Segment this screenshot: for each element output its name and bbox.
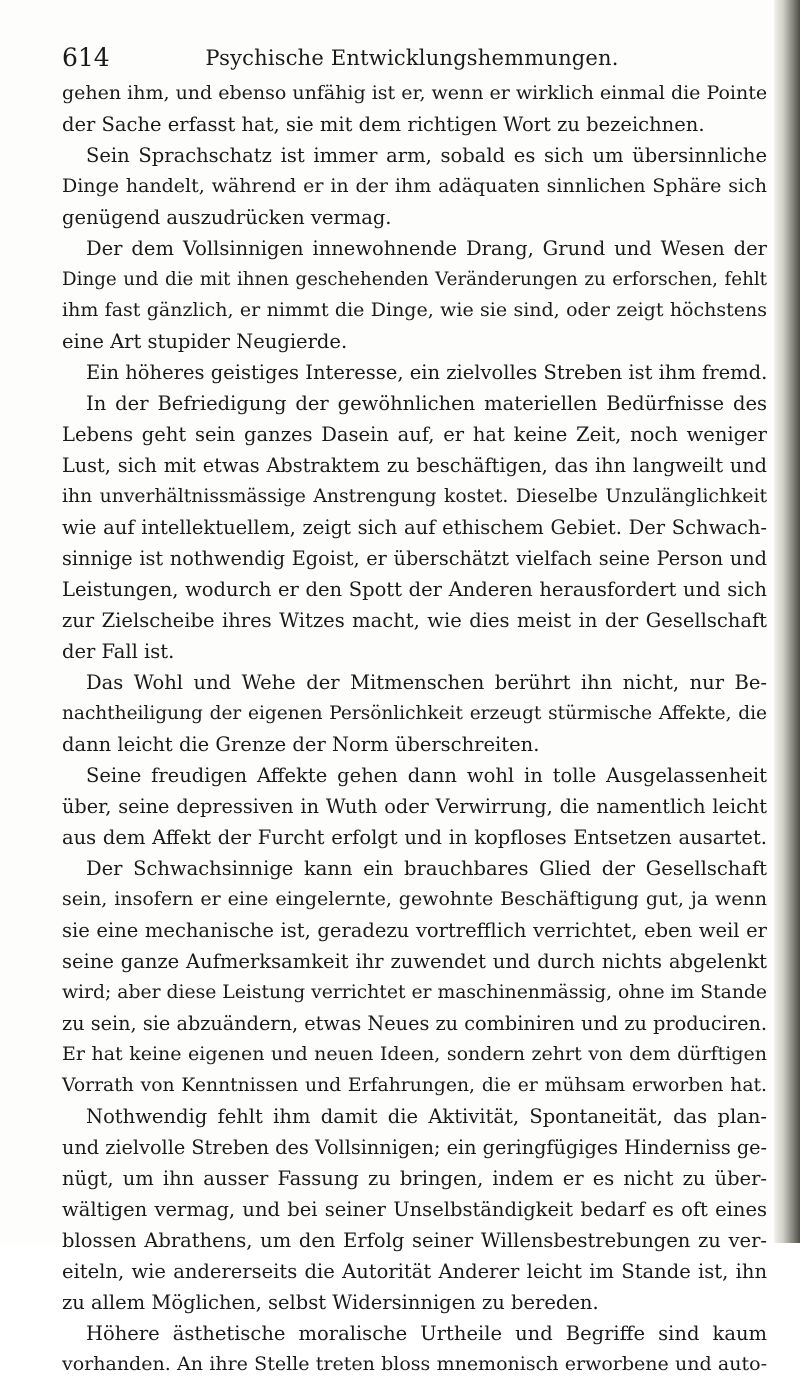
text-line: der Sache erfasst hat, sie mit dem richtigen Wort zu bezeichnen. [62,113,705,136]
body-text [62,78,767,1380]
text-line: sinnige ist nothwendig Egoist, er überschätzt vielfach seine Person und [62,547,767,570]
text-line: zu sein, sie abzuändern, etwas Neues zu combiniren und zu produciren. [62,1012,767,1035]
text-line: Ein höheres geistiges Interesse, ein zielvolles Streben ist ihm fremd. [86,361,768,384]
text-line: Lust, sich mit etwas Abstraktem zu beschäftigen, das ihn langweilt und [62,454,767,477]
text-line: wie auf intellektuellem, zeigt sich auf ethischem Gebiet. Der Schwach- [62,516,767,539]
text-line: Leistungen, wodurch er den Spott der Anderen herausfordert und sich [62,578,767,601]
text-line: seine ganze Aufmerksamkeit ihr zuwendet und durch nichts abgelenkt [62,950,767,973]
text-line: Dinge handelt, während er in der ihm adäquaten sinnlichen Sphäre sich [62,175,767,197]
text-line: zur Zielscheibe ihres Witzes macht, wie dies meist in der Gesellschaft [62,609,767,632]
text-line: ihm fast gänzlich, er nimmt die Dinge, wie sie sind, oder zeigt höchstens [62,299,767,321]
text-line: Vorrath von Kenntnissen und Erfahrungen, die er mühsam erworben hat. [62,1075,767,1096]
text-line: vorhanden. An ihre Stelle treten bloss mnemonisch erworbene und auto- [62,1353,767,1375]
running-head: Psychische Entwicklungshemmungen. [205,46,619,70]
text-line: Das Wohl und Wehe der Mitmenschen berührt ihn nicht, nur Be- [86,671,767,694]
text-line: Höhere ästhetische moralische Urtheile und Begriffe sind kaum [86,1322,767,1345]
text-line: nügt, um ihn ausser Fassung zu bringen, indem er es nicht zu über- [62,1167,767,1190]
page-number: 614 [62,43,110,72]
text-line: Sein Sprachschatz ist immer arm, sobald es sich um übersinnliche [86,144,767,167]
text-line: und zielvolle Streben des Vollsinnigen; ein geringfügiges Hinderniss ge- [62,1136,768,1159]
text-line: gehen ihm, und ebenso unfähig ist er, wenn er wirklich einmal die Pointe [62,82,768,104]
text-line: In der Befriedigung der gewöhnlichen materiellen Bedürfnisse des [86,392,767,415]
text-line: Nothwendig fehlt ihm damit die Aktivität, Spontaneität, das plan- [86,1105,767,1128]
text-line: sie eine mechanische ist, geradezu vortrefflich verrichtet, eben weil er [62,919,767,942]
text-line: genügend auszudrücken vermag. [62,206,392,229]
text-line: nachtheiligung der eigenen Persönlichkeit erzeugt stürmische Affekte, die [62,703,767,724]
text-line: der Fall ist. [62,640,175,663]
text-line: wird; aber diese Leistung verrichtet er maschinenmässig, ohne im Stande [62,982,767,1003]
text-line: Lebens geht sein ganzes Dasein auf, er hat keine Zeit, noch weniger [62,423,767,446]
text-line: Der dem Vollsinnigen innewohnende Drang, Grund und Wesen der [86,237,767,260]
text-line: sein, insofern er eine eingelernte, gewohnte Beschäftigung gut, ja wenn [62,888,767,910]
text-line: Der Schwachsinnige kann ein brauchbares Glied der Gesellschaft [86,857,767,880]
text-line: zu allem Möglichen, selbst Widersinnigen zu bereden. [62,1291,599,1314]
text-line: blossen Abrathens, um den Erfolg seiner Willensbestrebungen zu ver- [62,1229,767,1252]
page-edge-shadow [774,0,800,1243]
text-line: über, seine depressiven in Wuth oder Verwirrung, die namentlich leicht [62,795,767,818]
page-header [62,40,762,76]
text-line: eine Art stupider Neugierde. [62,330,348,353]
text-line: ihn unverhältnissmässige Anstrengung kostet. Dieselbe Unzulänglichkeit [62,486,767,507]
text-line: eiteln, wie andererseits die Autorität Anderer leicht im Stande ist, ihn [62,1260,767,1283]
text-line: Seine freudigen Affekte gehen dann wohl in tolle Ausgelassenheit [86,764,767,787]
text-line: Dinge und die mit ihnen geschehenden Veränderungen zu erforschen, fehlt [62,269,767,290]
text-line: Er hat keine eigenen und neuen Ideen, sondern zehrt von dem dürftigen [62,1043,767,1065]
text-line: wältigen vermag, und bei seiner Unselbständigkeit bedarf es oft eines [62,1198,767,1221]
text-line: aus dem Affekt der Furcht erfolgt und in kopfloses Entsetzen ausartet. [62,826,767,849]
text-line: dann leicht die Grenze der Norm überschreiten. [62,733,540,756]
